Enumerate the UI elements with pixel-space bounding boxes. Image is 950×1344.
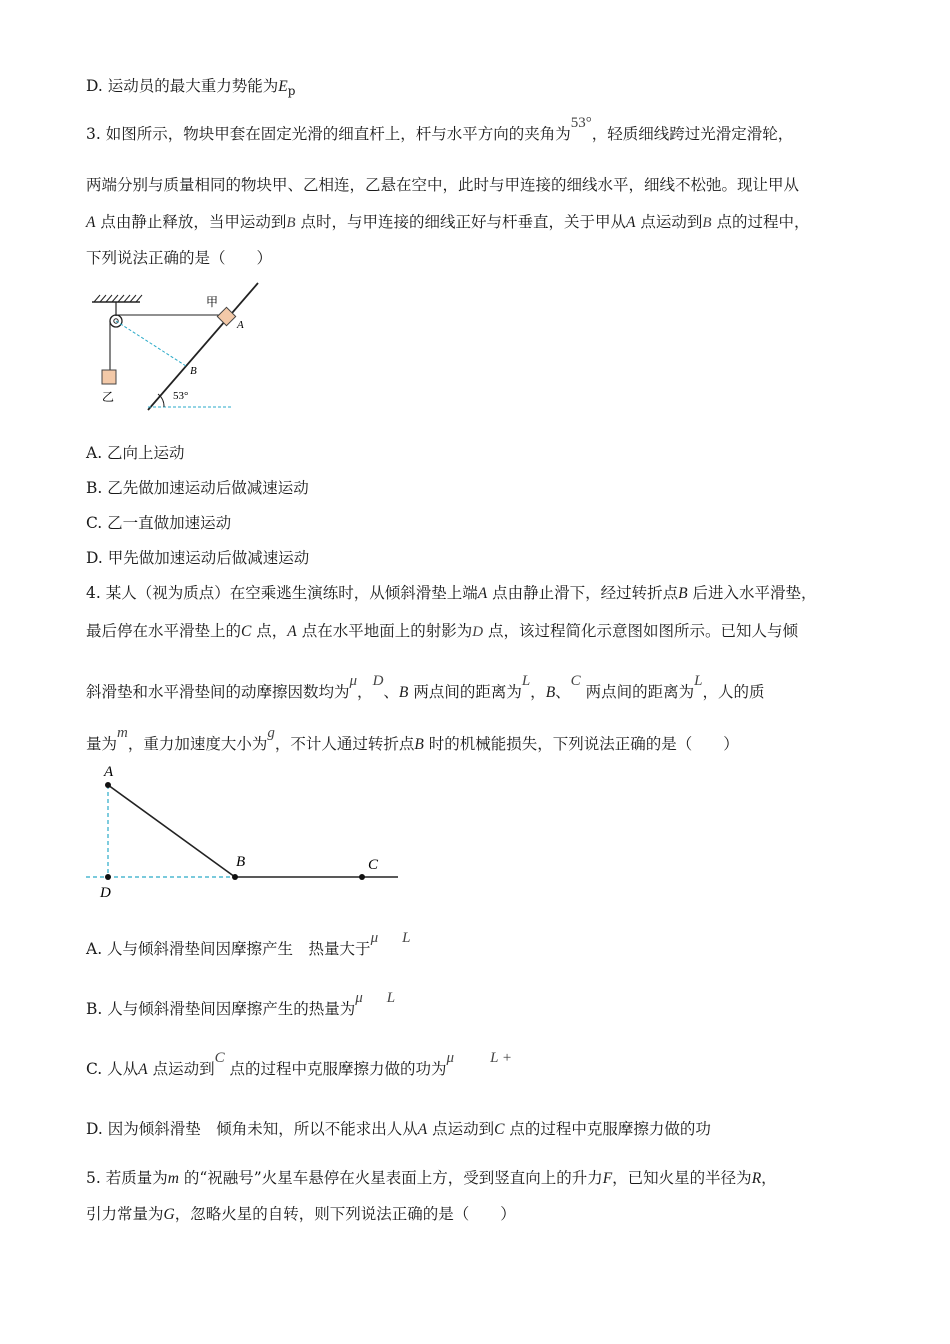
label-angle: 53° xyxy=(173,390,189,402)
q4-line2: 最后停在水平滑垫上的C 点，A 点在水平地面上的射影为D 点，该过程简化示意图如图所示。已知人与倾 xyxy=(86,622,798,640)
prev-option-d: D. 运动员的最大重力势能为$E_p$ xyxy=(86,77,296,99)
point-b xyxy=(232,874,238,880)
q3-figure xyxy=(86,278,266,418)
q3-line4: 下列说法正确的是（ ） xyxy=(86,249,273,267)
q3-line2: 两端分别与质量相同的物块甲、乙相连，乙悬在空中，此时与甲连接的细线水平，细线不松弛。现让甲从 xyxy=(86,176,800,194)
dashed-line-b xyxy=(116,321,186,366)
q4-option-c[interactable]: C. 人从A 点运动到C 点的过程中克服摩擦力做的功为μ L + xyxy=(86,1050,513,1078)
block-jia xyxy=(217,307,235,325)
angle-53: 53° xyxy=(570,115,592,131)
q3-option-b[interactable]: B. 乙先做加速运动后做减速运动 xyxy=(86,479,309,497)
q3-line3: A 点由静止释放，当甲运动到B 点时，与甲连接的细线正好与杆垂直，关于甲从A 点运动到B 点的过程中， xyxy=(86,213,810,231)
ep-symbol: E xyxy=(278,78,288,95)
q4-label-c: C xyxy=(368,857,379,873)
q3-option-a[interactable]: A. 乙向上运动 xyxy=(86,444,185,462)
label-yi: 乙 xyxy=(102,390,115,404)
rod xyxy=(148,283,258,410)
point-a xyxy=(105,782,111,788)
q4-line4: 量为m，重力加速度大小为g，不计人通过转折点B 时的机械能损失，下列说法正确的是（ ） xyxy=(86,725,739,753)
q4-option-d[interactable]: D. 因为倾斜滑垫 倾角未知，所以不能求出人从A 点运动到C 点的过程中克服摩擦力做的功 xyxy=(86,1120,711,1138)
q3-line1: 3. 如图所示，物块甲套在固定光滑的细直杆上，杆与水平方向的夹角为53°，轻质细线跨过光滑定滑轮， xyxy=(86,115,794,143)
q4-line3: 斜滑垫和水平滑垫间的动摩擦因数均为μ，D、B 两点间的距离为L，B、C 两点间的距离为L，人的质 xyxy=(86,673,765,701)
q4-label-b: B xyxy=(236,854,246,870)
label-b: B xyxy=(190,365,197,377)
point-d xyxy=(105,874,111,880)
label-jia: 甲 xyxy=(206,295,219,309)
q4-line1: 4. 某人（视为质点）在空乘逃生演练时，从倾斜滑垫上端A 点由静止滑下，经过转折点B 后进入水平滑垫， xyxy=(86,584,817,602)
q4-option-b[interactable]: B. 人与倾斜滑垫间因摩擦产生的热量为μ L xyxy=(86,990,396,1018)
q5-line1: 5. 若质量为m 的“祝融号”火星车悬停在火星表面上方，受到竖直向上的升力F，已知火星的半径为R， xyxy=(86,1169,777,1187)
ceiling-hatch xyxy=(94,295,142,302)
q3-option-c[interactable]: C. 乙一直做加速运动 xyxy=(86,514,232,532)
q4-label-d: D xyxy=(100,885,111,901)
label-a: A xyxy=(237,319,244,331)
q4-figure xyxy=(86,760,406,905)
q4-option-a[interactable]: A. 人与倾斜滑垫间因摩擦产生 热量大于μ L xyxy=(86,930,411,958)
q4-label-a: A xyxy=(104,764,114,780)
block-yi xyxy=(102,370,116,384)
incline-line xyxy=(108,785,235,877)
q3-option-d[interactable]: D. 甲先做加速运动后做减速运动 xyxy=(86,549,310,567)
q5-line2: 引力常量为G，忽略火星的自转，则下列说法正确的是（ ） xyxy=(86,1205,516,1223)
point-c xyxy=(359,874,365,880)
